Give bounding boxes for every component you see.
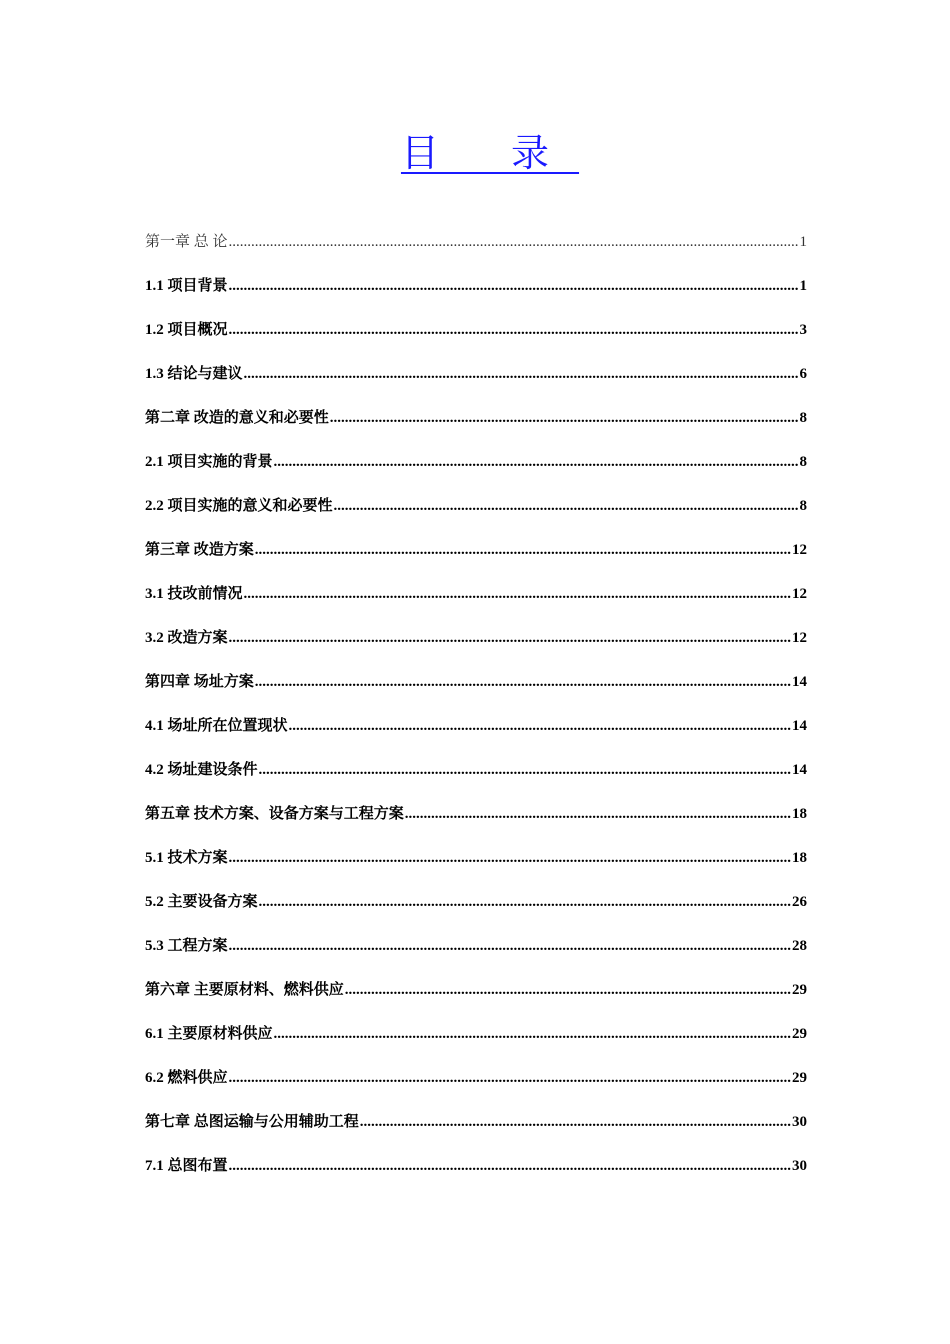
toc-entry-label: 第五章 技术方案、设备方案与工程方案: [145, 806, 404, 822]
toc-entry-page: 26: [792, 894, 807, 910]
toc-entry-page: 12: [792, 542, 807, 558]
toc-leader-dots: [229, 850, 791, 867]
toc-entry[interactable]: [145, 890, 807, 934]
toc-entry-label: 4.1 场址所在位置现状: [145, 718, 288, 734]
toc-entry[interactable]: [145, 758, 807, 802]
toc-entry-label: 6.1 主要原材料供应: [145, 1026, 273, 1042]
toc-entry[interactable]: [145, 1066, 807, 1110]
toc-entry[interactable]: [145, 230, 807, 274]
toc-entry-label: 第二章 改造的意义和必要性: [145, 410, 329, 426]
toc-entry-label: 5.3 工程方案: [145, 938, 228, 954]
toc-entry-page: 29: [792, 982, 807, 998]
toc-entry-page: 14: [792, 718, 807, 734]
toc-leader-dots: [229, 630, 791, 647]
toc-entry-page: 3: [799, 322, 807, 338]
toc-entry-label: 1.3 结论与建议: [145, 366, 243, 382]
toc-leader-dots: [255, 542, 791, 559]
toc-entry-page: 12: [792, 630, 807, 646]
toc-entry[interactable]: [145, 450, 807, 494]
toc-entry[interactable]: [145, 582, 807, 626]
toc-entry-label: 第一章 总 论: [145, 234, 228, 250]
toc-leader-dots: [229, 278, 799, 295]
toc-entry-page: 8: [799, 454, 807, 470]
toc-entry[interactable]: [145, 626, 807, 670]
toc-entry-page: 28: [792, 938, 807, 954]
toc-leader-dots: [229, 1158, 791, 1175]
toc-entry[interactable]: [145, 406, 807, 450]
toc-leader-dots: [289, 718, 791, 735]
toc-entry-page: 30: [792, 1158, 807, 1174]
toc-entry[interactable]: [145, 538, 807, 582]
toc-entry-page: 29: [792, 1026, 807, 1042]
toc-list: [145, 230, 807, 1198]
toc-entry-label: 第四章 场址方案: [145, 674, 254, 690]
toc-entry-page: 18: [792, 806, 807, 822]
toc-entry-page: 6: [799, 366, 807, 382]
toc-leader-dots: [274, 1026, 791, 1043]
toc-entry[interactable]: [145, 802, 807, 846]
toc-entry-label: 1.2 项目概况: [145, 322, 228, 338]
toc-entry[interactable]: [145, 1110, 807, 1154]
toc-entry-label: 3.2 改造方案: [145, 630, 228, 646]
toc-entry-label: 7.1 总图布置: [145, 1158, 228, 1174]
toc-entry-label: 5.1 技术方案: [145, 850, 228, 866]
toc-entry[interactable]: [145, 362, 807, 406]
toc-leader-dots: [229, 1070, 791, 1087]
toc-entry[interactable]: [145, 978, 807, 1022]
toc-entry-label: 6.2 燃料供应: [145, 1070, 228, 1086]
toc-entry-label: 2.2 项目实施的意义和必要性: [145, 498, 333, 514]
toc-entry-label: 5.2 主要设备方案: [145, 894, 258, 910]
toc-entry-label: 第三章 改造方案: [145, 542, 254, 558]
toc-entry-label: 1.1 项目背景: [145, 278, 228, 294]
toc-entry[interactable]: [145, 274, 807, 318]
toc-entry[interactable]: [145, 318, 807, 362]
toc-entry-page: 1: [799, 234, 807, 250]
toc-leader-dots: [360, 1114, 791, 1131]
toc-leader-dots: [259, 894, 791, 911]
toc-entry-label: 4.2 场址建设条件: [145, 762, 258, 778]
toc-leader-dots: [229, 234, 799, 251]
toc-leader-dots: [229, 322, 799, 339]
toc-leader-dots: [334, 498, 799, 515]
toc-entry[interactable]: [145, 494, 807, 538]
toc-leader-dots: [244, 586, 791, 603]
toc-entry-page: 8: [799, 410, 807, 426]
toc-leader-dots: [244, 366, 799, 383]
toc-entry-page: 30: [792, 1114, 807, 1130]
toc-entry-page: 8: [799, 498, 807, 514]
toc-leader-dots: [229, 938, 791, 955]
toc-title: [0, 122, 950, 177]
toc-entry-page: 18: [792, 850, 807, 866]
toc-entry-page: 14: [792, 674, 807, 690]
toc-entry-page: 1: [799, 278, 807, 294]
toc-entry[interactable]: [145, 714, 807, 758]
toc-entry-page: 14: [792, 762, 807, 778]
toc-entry-label: 第七章 总图运输与公用辅助工程: [145, 1114, 359, 1130]
toc-leader-dots: [274, 454, 799, 471]
toc-entry-page: 29: [792, 1070, 807, 1086]
toc-leader-dots: [330, 410, 799, 427]
toc-entry[interactable]: [145, 670, 807, 714]
toc-entry-page: 12: [792, 586, 807, 602]
toc-leader-dots: [259, 762, 791, 779]
toc-leader-dots: [345, 982, 791, 999]
toc-entry[interactable]: [145, 846, 807, 890]
toc-title-text[interactable]: 目 录: [400, 131, 580, 175]
toc-entry[interactable]: [145, 1022, 807, 1066]
toc-leader-dots: [405, 806, 791, 823]
toc-leader-dots: [255, 674, 791, 691]
toc-entry[interactable]: [145, 1154, 807, 1198]
toc-entry-label: 2.1 项目实施的背景: [145, 454, 273, 470]
toc-entry-label: 3.1 技改前情况: [145, 586, 243, 602]
toc-entry-label: 第六章 主要原材料、燃料供应: [145, 982, 344, 998]
toc-entry[interactable]: [145, 934, 807, 978]
